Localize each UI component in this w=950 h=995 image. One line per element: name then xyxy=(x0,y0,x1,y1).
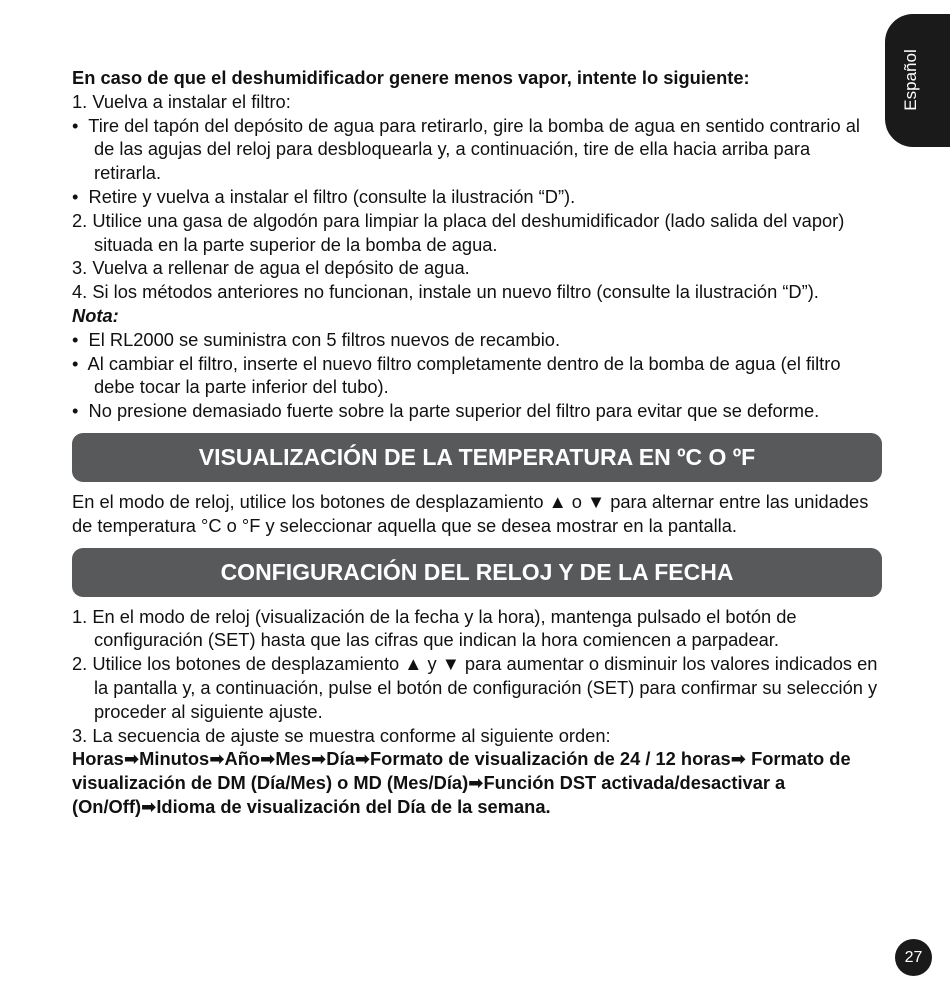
clock-step-1: 1. En el modo de reloj (visualización de la fecha y la hora), mantenga pulsado el botón de configuración (SET) hasta que las cifras que indican la hora comiencen a parpadear. xyxy=(72,605,797,651)
clock-section-heading: CONFIGURACIÓN DEL RELOJ Y DE LA FECHA xyxy=(72,548,882,597)
note-bullet-3: • No presione demasiado fuerte sobre la parte superior del filtro para evitar que se deforme. xyxy=(72,400,820,422)
clock-step-3: 3. La secuencia de ajuste se muestra conforme al siguiente orden: xyxy=(72,724,611,746)
note-bullet-1: • El RL2000 se suministra con 5 filtros nuevos de recambio. xyxy=(72,328,561,350)
filter-step-4: 4. Si los métodos anteriores no funcionan, instale un nuevo filtro (consulte la ilustración “D”). xyxy=(72,281,819,303)
filter-bullet-1: • Tire del tapón del depósito de agua para retirarlo, gire la bomba de agua en sentido contrario al de las agujas del reloj para desbloquearla y, a continuación, tire de ella hacia arriba para retirarla. xyxy=(72,114,860,184)
filter-step-2: 2. Utilice una gasa de algodón para limpiar la placa del deshumidificador (lado salida del vapor) situada en la parte superior de la bomba de agua. xyxy=(72,209,845,255)
language-tab-label: Español xyxy=(901,49,920,111)
page-content xyxy=(72,66,882,819)
temperature-section-heading: VISUALIZACIÓN DE LA TEMPERATURA EN ºC O ºF xyxy=(72,433,882,482)
clock-step-2: 2. Utilice los botones de desplazamiento ▲ y ▼ para aumentar o disminuir los valores indicados en la pantalla y, a continuación, pulse el botón de configuración (SET) para confirmar su selección y proceder al siguiente ajuste. xyxy=(72,653,878,722)
note-label: Nota: xyxy=(72,304,119,326)
note-bullet-2: • Al cambiar el filtro, inserte el nuevo filtro completamente dentro de la bomba de agua (el filtro debe tocar la parte inferior del tubo). xyxy=(72,352,841,398)
temperature-body: En el modo de reloj, utilice los botones de desplazamiento ▲ o ▼ para alternar entre las unidades de temperatura °C o °F y seleccionar aquella que se desea mostrar en la pantalla. xyxy=(72,490,869,536)
page-number: 27 xyxy=(895,939,932,976)
clock-sequence: Horas➡Minutos➡Año➡Mes➡Día➡Formato de visualización de 24 / 12 horas➡ Formato de visualización de DM (Día/Mes) o MD (Mes/Día)➡Función DST activada/desactivar a (On/Off)➡Idioma de visualización del Día de la semana. xyxy=(72,748,851,817)
filter-bullet-2: • Retire y vuelva a instalar el filtro (consulte la ilustración “D”). xyxy=(72,185,576,207)
filter-intro: En caso de que el deshumidificador genere menos vapor, intente lo siguiente: xyxy=(72,67,750,88)
filter-step-3: 3. Vuelva a rellenar de agua el depósito de agua. xyxy=(72,257,470,279)
filter-step-1: 1. Vuelva a instalar el filtro: xyxy=(72,90,291,112)
